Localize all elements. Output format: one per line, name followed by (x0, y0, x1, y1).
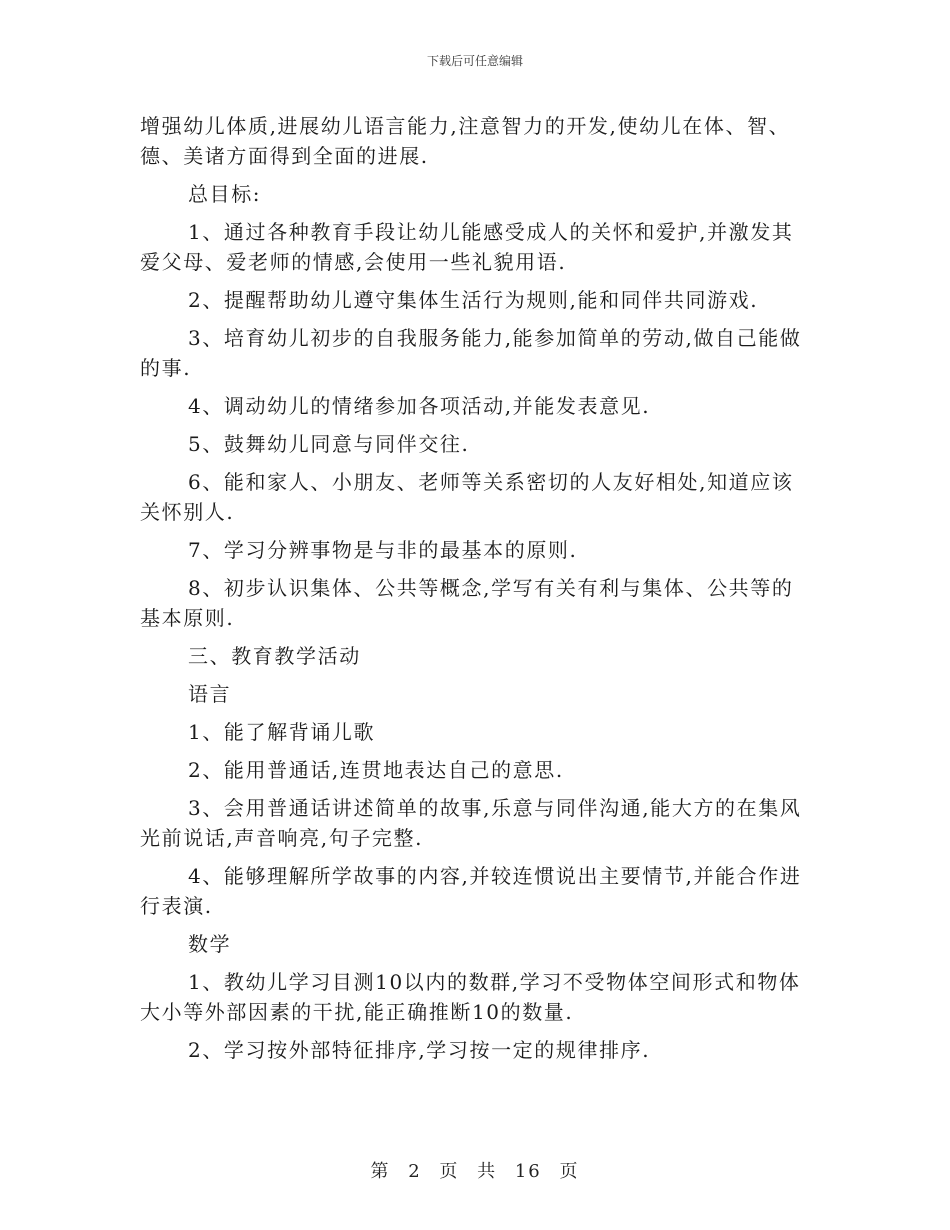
goal-item: 5、鼓舞幼儿同意与同伴交往. (188, 432, 470, 456)
activity-item: 1、教幼儿学习目测10以内的数群,学习不受物体空间形式和物体大小等外部因素的干扰,能正确推断10的数量. (140, 970, 801, 1024)
activity-item: 2、学习按外部特征排序,学习按一定的规律排序. (188, 1038, 651, 1062)
goal-item: 1、通过各种教育手段让幼儿能感受成人的关怀和爱护,并激发其爱父母、爱老师的情感,会使用一些礼貌用语. (140, 220, 794, 274)
subsection-heading: 数学 (188, 932, 232, 956)
activity-item: 3、会用普通话讲述简单的故事,乐意与同伴沟通,能大方的在集风光前说话,声音响亮,句子完整. (140, 796, 802, 850)
activity-item: 4、能够理解所学故事的内容,并较连惯说出主要情节,并能合作进行表演. (140, 864, 802, 918)
document-body (140, 111, 812, 1073)
goal-item: 6、能和家人、小朋友、老师等关系密切的人友好相处,知道应该关怀别人. (140, 470, 794, 524)
goal-item: 3、培育幼儿初步的自我服务能力,能参加简单的劳动,做自己能做的事. (140, 326, 802, 380)
section-heading: 三、教育教学活动 (188, 644, 361, 668)
section-heading: 总目标: (188, 182, 262, 206)
goal-item: 4、调动幼儿的情绪参加各项活动,并能发表意见. (188, 394, 651, 418)
page-footer: 第 2 页 共 16 页 (370, 1161, 580, 1182)
goal-item: 7、学习分辨事物是与非的最基本的原则. (188, 538, 578, 562)
subsection-heading: 语言 (188, 682, 232, 706)
page-header: 下载后可任意编辑 (426, 54, 523, 68)
goal-item: 2、提醒帮助幼儿遵守集体生活行为规则,能和同伴共同游戏. (188, 288, 759, 312)
activity-item: 2、能用普通话,连贯地表达自己的意思. (188, 758, 564, 782)
goal-item: 8、初步认识集体、公共等概念,学写有关有利与集体、公共等的基本原则. (140, 576, 794, 630)
body-paragraph: 增强幼儿体质,进展幼儿语言能力,注意智力的开发,使幼儿在体、智、德、美诸方面得到全面的进展. (140, 114, 791, 168)
activity-item: 1、能了解背诵儿歌 (188, 720, 376, 744)
